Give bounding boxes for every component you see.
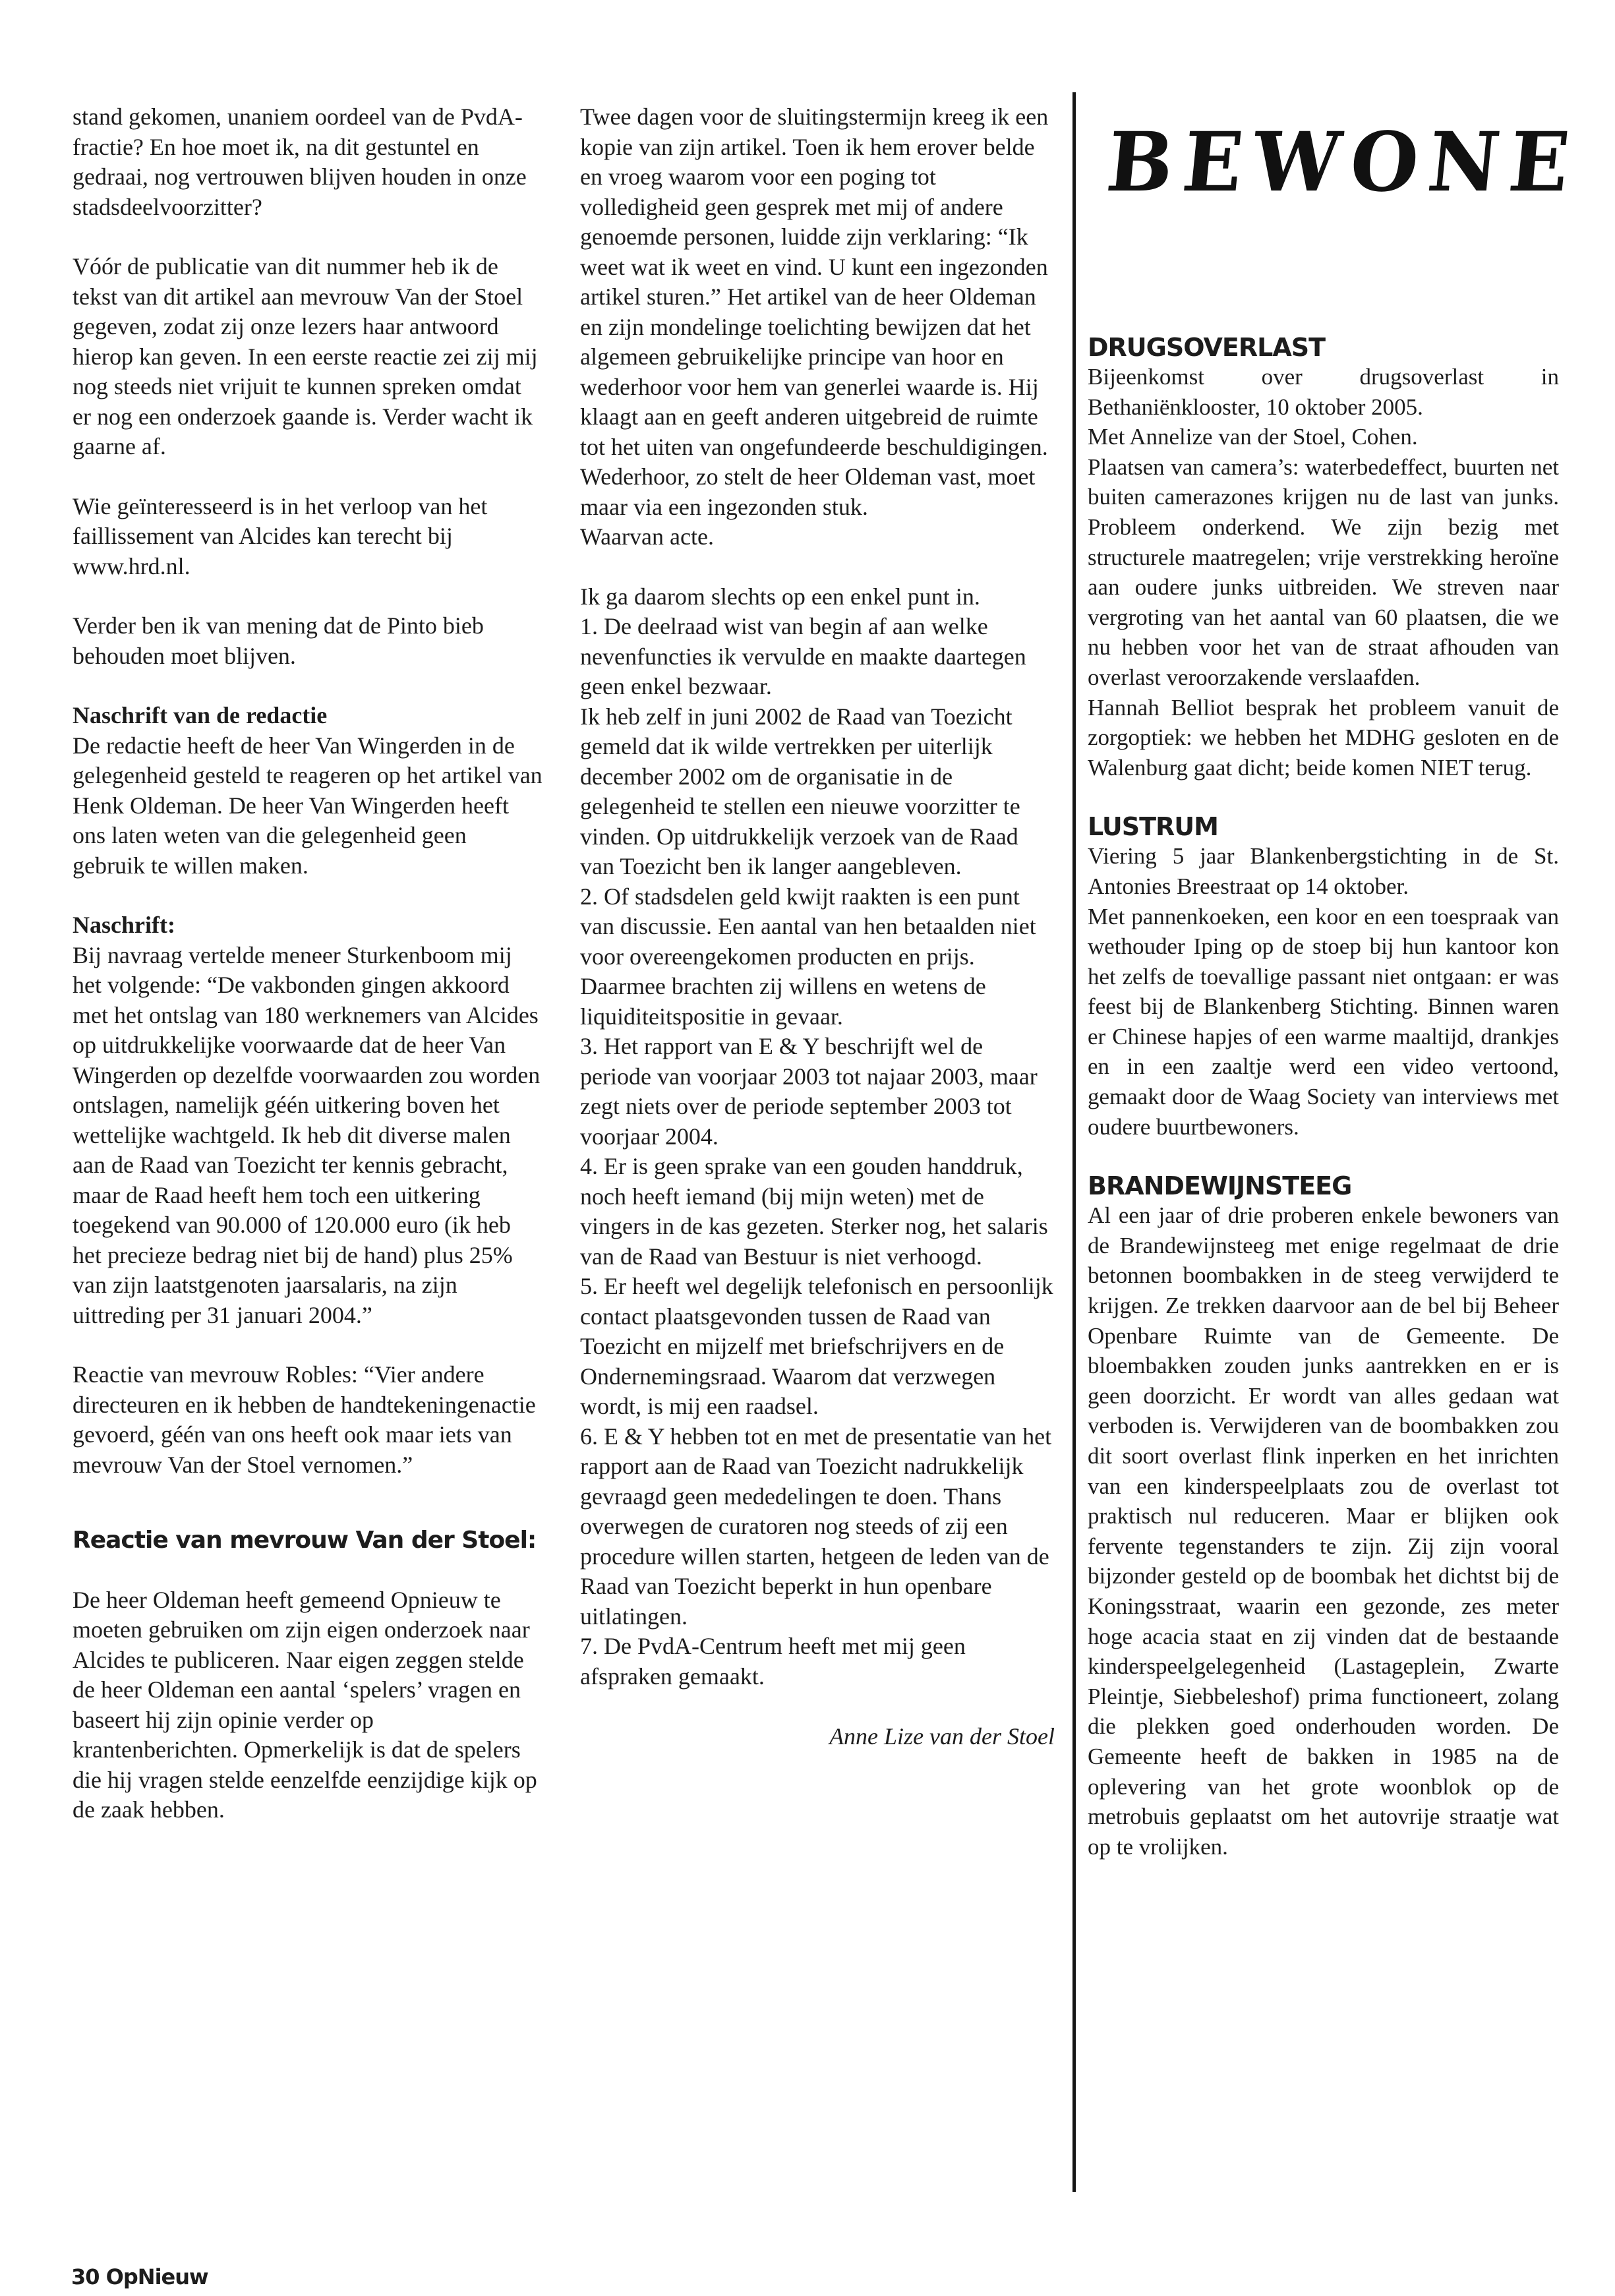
column-right bbox=[1088, 333, 1559, 1862]
banner-letter: E bbox=[1178, 113, 1248, 210]
naschrift-redactie-title: Naschrift van de redactie bbox=[73, 702, 328, 728]
page-footer: 30 OpNieuw bbox=[71, 2264, 208, 2289]
list-item: 6. E & Y hebben tot en met de presentatie van het rapport aan de Raad van Toezicht nadrukkelijk gevraagd geen mededelingen te doen. Thans overwegen de curatoren nog steeds of zij een procedure willen starten, hetgeen de leden van de Raad van Toezicht beperkt in hun openbare uitlatingen. bbox=[580, 1423, 1052, 1630]
signature: Anne Lize van der Stoel bbox=[829, 1723, 1055, 1750]
column-divider bbox=[1072, 92, 1076, 2192]
paragraph: stand gekomen, unaniem oordeel van de PvdA-fractie? En hoe moet ik, na dit gestuntel en gedraai, nog vertrouwen blijven houden in onze stadsdeelvoorzitter? bbox=[73, 103, 527, 220]
banner-letter: O bbox=[1345, 113, 1423, 210]
paragraph: Bijeenkomst over drugsoverlast in Bethaniënklooster, 10 oktober 2005. bbox=[1088, 364, 1559, 420]
paragraph: Met pannenkoeken, een koor en een toespraak van wethouder Iping op de stoep bij hun kantoor kon het zelfs de toevallige passant niet ontgaan: er was feest bij de Blankenberg Stichting. Binnen waren er Chinese hapjes of een warme maaltijd, drankjes en in een zaaltje werd een video vertoond, gemaakt door de Waag Society van interviews met oudere buurtbewoners. bbox=[1088, 903, 1559, 1140]
paragraph: De redactie heeft de heer Van Wingerden in de gelegenheid gesteld te reageren op het artikel van Henk Oldeman. De heer Van Wingerden heeft ons laten weten van die gelegenheid geen gebruik te willen maken. bbox=[73, 732, 543, 879]
paragraph: Ik ga daarom slechts op een enkel punt in. bbox=[580, 583, 980, 610]
bewoners-banner bbox=[1102, 113, 1574, 210]
list-item: 5. Er heeft wel degelijk telefonisch en persoonlijk contact plaatsgevonden tussen de Raad van Toezicht en mijzelf met briefschrijvers en de Ondernemingsraad. Waarom dat verzwegen wordt, is mij een raadsel. bbox=[580, 1273, 1053, 1419]
list-item: 4. Er is geen sprake van een gouden handdruk, noch heeft iemand (bij mijn weten) met de vingers in de kas gezeten. Sterker nog, het salaris van de Raad van Bestuur is niet verhoogd. bbox=[580, 1153, 1048, 1270]
drugsoverlast-heading: DRUGSOVERLAST bbox=[1088, 333, 1326, 362]
banner-letter: W bbox=[1248, 113, 1345, 210]
paragraph: Vóór de publicatie van dit nummer heb ik de tekst van dit artikel aan mevrouw Van der Stoel gegeven, zodat zij onze lezers haar antwoord hierop kan geven. In een eerste reactie zei zij mij nog steeds niet vrijuit te kunnen spreken omdat er nog een onderzoek gaande is. Verder wacht ik gaarne af. bbox=[73, 253, 538, 459]
banner-letter: E bbox=[1504, 113, 1574, 210]
list-item: 1. De deelraad wist van begin af aan welke nevenfuncties ik vervulde en maakte daartegen geen enkel bezwaar. bbox=[580, 613, 1026, 699]
column-left bbox=[73, 102, 544, 1825]
list-item: 3. Het rapport van E & Y beschrijft wel de periode van voorjaar 2003 tot najaar 2003, maar zegt niets over de periode september 2003 tot voorjaar 2004. bbox=[580, 1033, 1038, 1150]
reactie-heading: Reactie van mevrouw Van der Stoel: bbox=[73, 1527, 537, 1554]
paragraph: Viering 5 jaar Blankenbergstichting in de St. Antonies Breestraat op 14 oktober. bbox=[1088, 843, 1559, 899]
lustrum-heading: LUSTRUM bbox=[1088, 812, 1218, 842]
list-item: Ik heb zelf in juni 2002 de Raad van Toezicht gemeld dat ik wilde vertrekken per uiterlijk december 2002 om de organisatie in de gelegenheid te stellen een nieuwe voorzitter te vinden. Op uitdrukkelijk verzoek van de Raad van Toezicht ben ik langer aangebleven. bbox=[580, 703, 1020, 879]
paragraph: Verder ben ik van mening dat de Pinto bieb behouden moet blijven. bbox=[73, 612, 484, 669]
paragraph: Reactie van mevrouw Robles: “Vier andere directeuren en ik hebben de handtekeningenactie gevoerd, géén van ons heeft ook maar iets van mevrouw Van der Stoel vernomen.” bbox=[73, 1361, 536, 1478]
paragraph: Met Annelize van der Stoel, Cohen. bbox=[1088, 424, 1418, 450]
list-item: 7. De PvdA-Centrum heeft met mij geen afspraken gemaakt. bbox=[580, 1633, 966, 1690]
paragraph: Bij navraag vertelde meneer Sturkenboom mij het volgende: “De vakbonden gingen akkoord met het ontslag van 180 werknemers van Alcides op uitdrukkelijke voorwaarde dat de heer Van Wingerden op dezelfde voorwaarden zou worden ontslagen, namelijk géén uitkering boven het wettelijke wachtgeld. Ik heb dit diverse malen aan de Raad van Toezicht ter kennis gebracht, maar de Raad heeft hem toch een uitkering toegekend van 90.000 of 120.000 euro (ik heb het precieze bedrag niet bij de hand) plus 25% van zijn laatstgenoten jaarsalaris, na zijn uittreding per 31 januari 2004.” bbox=[73, 941, 541, 1328]
paragraph: Al een jaar of drie proberen enkele bewoners van de Brandewijnsteeg met enige regelmaat de drie betonnen boombakken in de steeg verwijderd te krijgen. Ze trekken daarvoor aan de bel bij Beheer Openbare Ruimte van de Gemeente. De bloembakken zouden junks aantrekken en er is geen doorzicht. Er wordt van alles gedaan wat verboden is. Verwijderen van de boombakken zou dit soort overlast flink inperken en het inrichten van een kinderspeelplaats zou de overlast tot praktisch nul reduceren. Maar er blijken ook fervente tegenstanders te zijn. Zij zijn vooral bijzonder gesteld op de boombak het dichtst bij de Koningsstraat, waarin een gezonde, zes meter hoge acacia staat en zij vinden dat de bestaande kinderspeelgelegenheid (Lastageplein, Zwarte Pleintje, Siebbeleshof) prima functioneert, zolang die plekken goed onderhouden worden. De Gemeente heeft de bakken in 1985 na de oplevering van het grote woonblok op de metrobuis geplaatst om het autovrije straatje wat op te vrolijken. bbox=[1088, 1202, 1559, 1860]
list-item: 2. Of stadsdelen geld kwijt raakten is een punt van discussie. Een aantal van hen betaalden niet voor overeengekomen producten en prijs. Daarmee brachten zij willens en wetens de liquiditeitspositie in gevaar. bbox=[580, 883, 1036, 1030]
paragraph: Plaatsen van camera’s: waterbedeffect, buurten net buiten camerazones krijgen nu de last van junks. Probleem onderkend. We zijn bezig met structurele maatregelen; vrije verstrekking heroïne aan oudere junks uitbreiden. We streven naar vergroting van het aantal van 60 plaatsen, die we nu hebben voor het van de straat afhouden van overlast veroorzakende verslaafden. bbox=[1088, 454, 1559, 690]
paragraph: Waarvan acte. bbox=[580, 523, 714, 550]
banner-letter: N bbox=[1423, 113, 1504, 210]
paragraph: De heer Oldeman heeft gemeend Opnieuw te moeten gebruiken om zijn eigen onderzoek naar Alcides te publiceren. Naar eigen zeggen stelde de heer Oldeman een aantal ‘spelers’ vragen en baseert hij zijn opinie verder op krantenberichten. Opmerkelijk is dat de spelers die hij vragen stelde eenzelfde eenzijdige kijk op de zaak hebben. bbox=[73, 1586, 537, 1823]
paragraph: Wie geïnteresseerd is in het verloop van het faillissement van Alcides kan terecht bij www.hrd.nl. bbox=[73, 492, 488, 579]
naschrift-title: Naschrift: bbox=[73, 912, 175, 938]
column-middle bbox=[580, 102, 1055, 1752]
paragraph: Twee dagen voor de sluitingstermijn kreeg ik een kopie van zijn artikel. Toen ik hem erover belde en vroeg waarom voor een poging tot volledigheid geen gesprek met mij of andere genoemde personen, luidde zijn verklaring: “Ik weet wat ik weet en vind. U kunt een ingezonden artikel sturen.” Het artikel van de heer Oldeman en zijn mondelinge toelichting bewijzen dat het algemeen gebruikelijke principe van hoor en wederhoor voor hem van generlei waarde is. Hij klaagt aan en geeft anderen uitgebreid de ruimte tot het uiten van ongefundeerde beschuldigingen. Wederhoor, zo stelt de heer Oldeman vast, moet maar via een ingezonden stuk. bbox=[580, 103, 1049, 520]
banner-letter: B bbox=[1102, 113, 1179, 210]
brandewijnsteeg-heading: BRANDEWIJNSTEEG bbox=[1088, 1171, 1352, 1201]
paragraph: Hannah Belliot besprak het probleem vanuit de zorgoptiek: we hebben het MDHG gesloten en de Walenburg gaat dicht; beide komen NIET terug. bbox=[1088, 694, 1559, 780]
